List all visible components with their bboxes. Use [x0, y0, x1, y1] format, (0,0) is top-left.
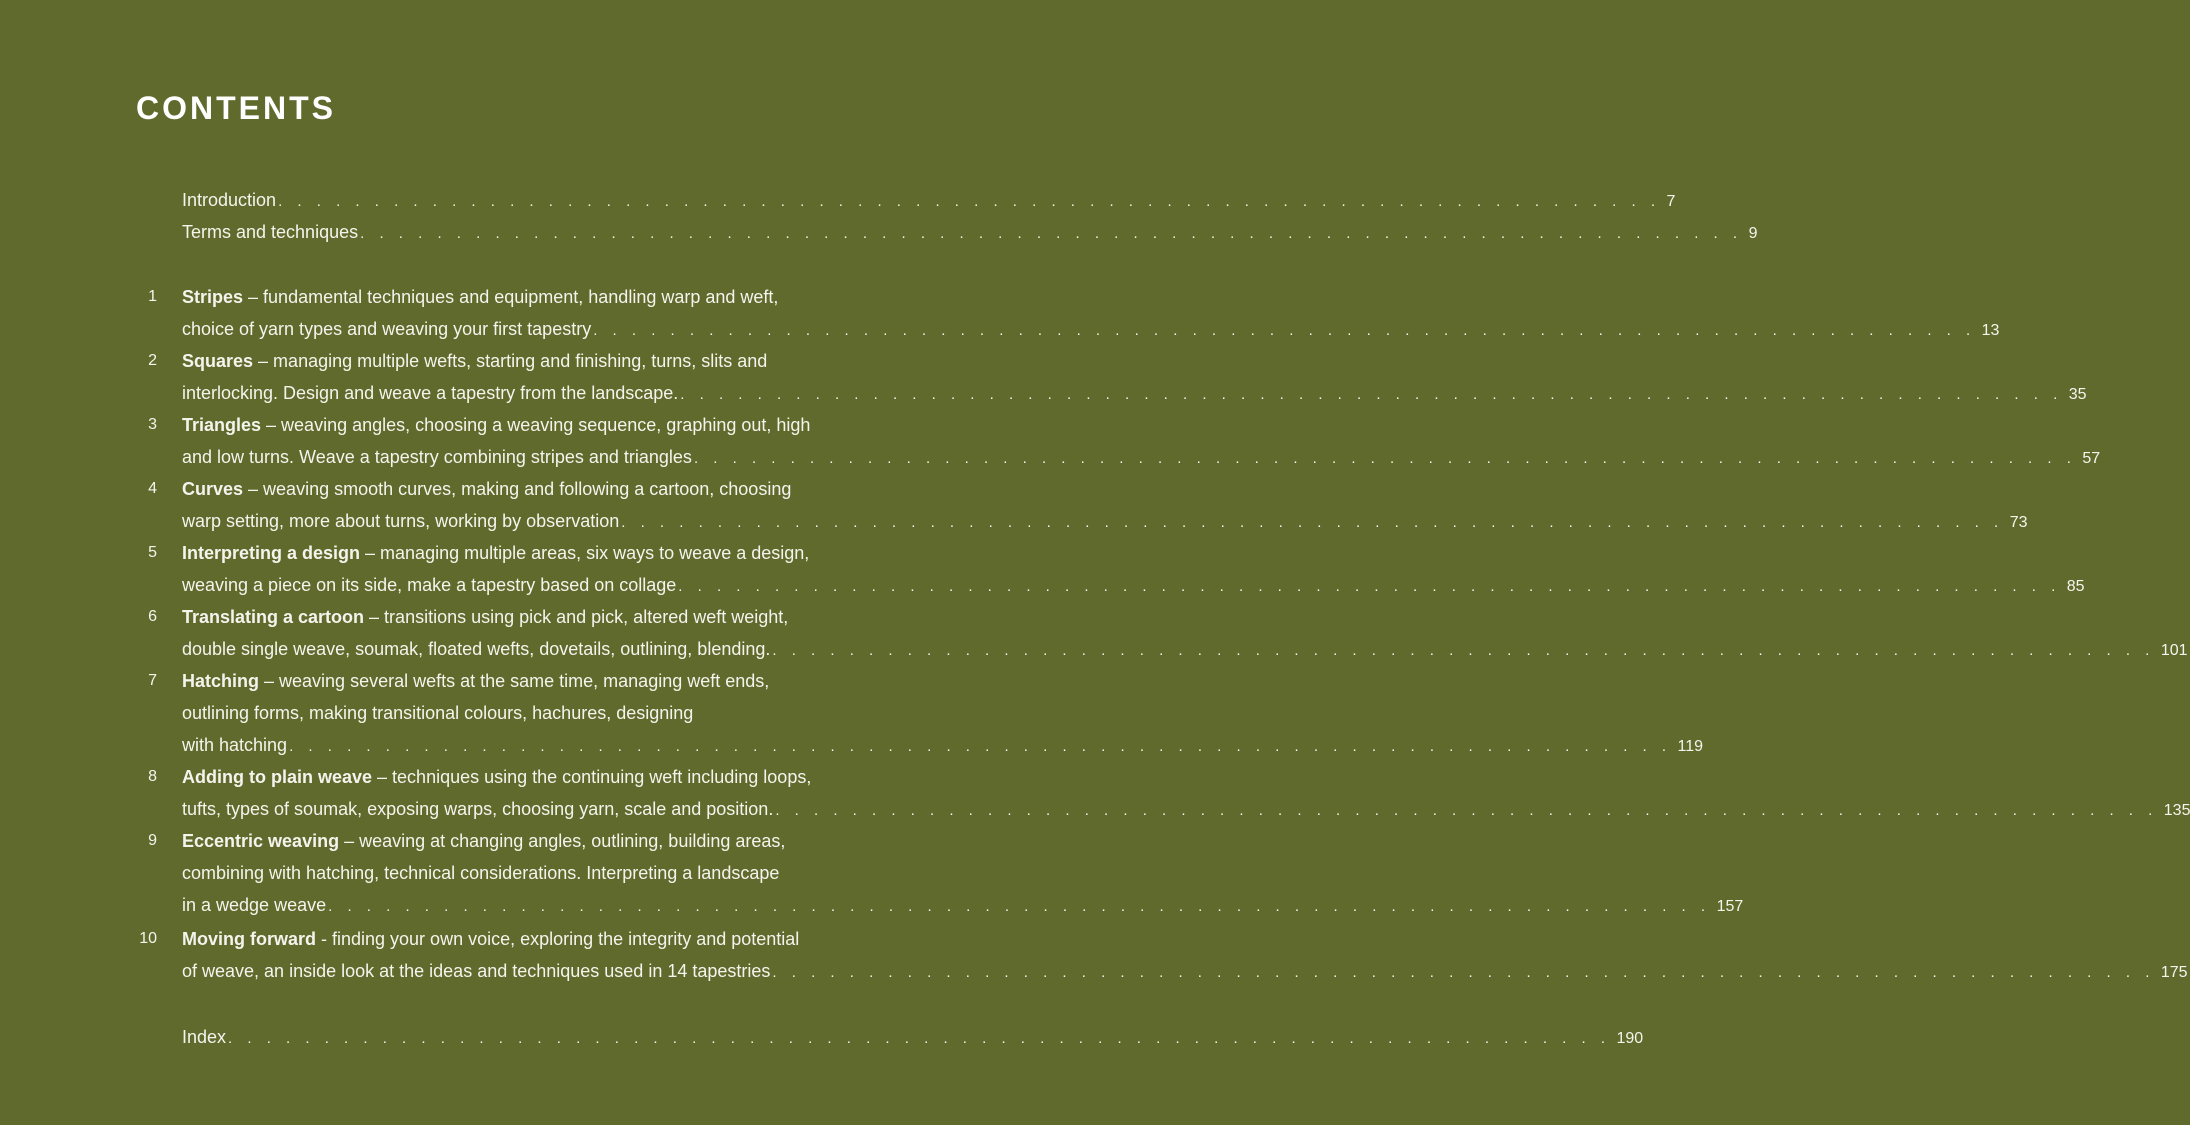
dot-leader: . . . . . . . . . . . . . . . . . . . . . . . . . . . . . . . . . . . . . . . . . . . . . . . . . . . . . . . . . . . . . . . . . . . . . . . . — [228, 1030, 1611, 1047]
chapter-number: 7 — [148, 672, 157, 689]
chapter-number: 5 — [148, 544, 157, 561]
chapter-number: 4 — [148, 480, 157, 497]
chapter-title: Translating a cartoon — [182, 607, 365, 627]
chapter-description: and low turns. Weave a tapestry combining stripes and triangles — [182, 447, 692, 467]
chapter-description: warp setting, more about turns, working by observation — [182, 511, 620, 531]
dot-leader: . . . . . . . . . . . . . . . . . . . . . . . . . . . . . . . . . . . . . . . . . . . . . . . . . . . . . . . . . . . . . . . . . . . . . . . . — [360, 225, 1743, 242]
dot-leader: . . . . . . . . . . . . . . . . . . . . . . . . . . . . . . . . . . . . . . . . . . . . . . . . . . . . . . . . . . . . . . . . . . . . . . . . — [772, 964, 2155, 981]
toc-entry-index[interactable] — [182, 1021, 1644, 1053]
toc-entry-line — [182, 569, 2085, 601]
toc-entry-line — [182, 729, 1704, 761]
page-number: 135 — [2163, 802, 2190, 819]
toc-entry-line — [182, 793, 2190, 825]
toc-entry-chapter-10[interactable] — [182, 923, 846, 955]
chapter-description: – managing multiple wefts, starting and finishing, turns, slits and — [253, 351, 768, 371]
toc-entry-chapter-7[interactable] — [182, 665, 846, 697]
toc-entry-line — [182, 697, 846, 729]
dot-leader: . . . . . . . . . . . . . . . . . . . . . . . . . . . . . . . . . . . . . . . . . . . . . . . . . . . . . . . . . . . . . . . . . . . . . . . . — [678, 578, 2061, 595]
page-number: 7 — [1666, 193, 1676, 210]
chapter-description: – techniques using the continuing weft including loops, — [372, 767, 812, 787]
chapter-description: - finding your own voice, exploring the integrity and potential — [316, 929, 800, 949]
toc-entry-chapter-3[interactable] — [182, 409, 846, 441]
toc-entry-chapter-8[interactable] — [182, 761, 846, 793]
page-number: 119 — [1677, 738, 1704, 755]
toc-entry-terms-and-techniques[interactable] — [182, 216, 1758, 248]
chapter-number: 9 — [148, 832, 157, 849]
dot-leader: . . . . . . . . . . . . . . . . . . . . . . . . . . . . . . . . . . . . . . . . . . . . . . . . . . . . . . . . . . . . . . . . . . . . . . . . — [775, 802, 2158, 819]
chapter-description: – weaving angles, choosing a weaving sequence, graphing out, high — [261, 415, 811, 435]
chapter-number: 1 — [148, 288, 157, 305]
toc-entry-chapter-5[interactable] — [182, 537, 846, 569]
chapter-title: Moving forward — [182, 929, 316, 949]
chapter-description: outlining forms, making transitional colours, hachures, designing — [182, 703, 694, 723]
chapter-description: tufts, types of soumak, exposing warps, choosing yarn, scale and position. — [182, 799, 774, 819]
toc-entry-chapter-1[interactable] — [182, 281, 846, 313]
entry-label: Introduction — [182, 190, 277, 210]
toc-entry-line — [182, 505, 2028, 537]
dot-leader: . . . . . . . . . . . . . . . . . . . . . . . . . . . . . . . . . . . . . . . . . . . . . . . . . . . . . . . . . . . . . . . . . . . . . . . . — [328, 898, 1711, 915]
page-number: 13 — [1981, 322, 2000, 339]
toc-entry-introduction[interactable] — [182, 184, 1676, 216]
page-number: 101 — [2160, 642, 2188, 659]
chapter-title: Hatching — [182, 671, 260, 691]
chapter-number: 3 — [148, 416, 157, 433]
chapter-number: 10 — [139, 930, 157, 947]
chapter-title: Triangles — [182, 415, 262, 435]
dot-leader: . . . . . . . . . . . . . . . . . . . . . . . . . . . . . . . . . . . . . . . . . . . . . . . . . . . . . . . . . . . . . . . . . . . . . . . . — [693, 450, 2077, 467]
toc-entry-line — [182, 313, 2000, 345]
dot-leader: . . . . . . . . . . . . . . . . . . . . . . . . . . . . . . . . . . . . . . . . . . . . . . . . . . . . . . . . . . . . . . . . . . . . . . . . — [772, 642, 2155, 659]
chapter-description: – weaving several wefts at the same time, managing weft ends, — [259, 671, 770, 691]
page-number: 85 — [2066, 578, 2085, 595]
chapter-description: weaving a piece on its side, make a tapestry based on collage — [182, 575, 677, 595]
chapter-title: Adding to plain weave — [182, 767, 373, 787]
toc-entry-line — [182, 889, 1744, 921]
toc-entry-chapter-2[interactable] — [182, 345, 846, 377]
toc-entry-line — [182, 857, 846, 889]
dot-leader: . . . . . . . . . . . . . . . . . . . . . . . . . . . . . . . . . . . . . . . . . . . . . . . . . . . . . . . . . . . . . . . . . . . . . . . . — [593, 322, 1976, 339]
chapter-description: – weaving at changing angles, outlining, building areas, — [339, 831, 786, 851]
chapter-title: Interpreting a design — [182, 543, 361, 563]
toc-entry-chapter-9[interactable] — [182, 825, 846, 857]
chapter-description: – managing multiple areas, six ways to weave a design, — [360, 543, 810, 563]
page-title: CONTENTS — [136, 90, 336, 126]
chapter-title: Eccentric weaving — [182, 831, 340, 851]
toc-entry-chapter-6[interactable] — [182, 601, 846, 633]
entry-label: Terms and techniques — [182, 222, 359, 242]
chapter-description: choice of yarn types and weaving your first tapestry — [182, 319, 592, 339]
chapter-description: – transitions using pick and pick, altered weft weight, — [364, 607, 789, 627]
page-number: 73 — [2009, 514, 2028, 531]
dot-leader: . . . . . . . . . . . . . . . . . . . . . . . . . . . . . . . . . . . . . . . . . . . . . . . . . . . . . . . . . . . . . . . . . . . . . . . . — [278, 193, 1661, 210]
dot-leader: . . . . . . . . . . . . . . . . . . . . . . . . . . . . . . . . . . . . . . . . . . . . . . . . . . . . . . . . . . . . . . . . . . . . . . . . — [621, 514, 2004, 531]
chapter-description: in a wedge weave — [182, 895, 327, 915]
chapter-description: combining with hatching, technical considerations. Interpreting a landscape — [182, 863, 780, 883]
chapter-description: – fundamental techniques and equipment, handling warp and weft, — [243, 287, 779, 307]
chapter-description: with hatching — [182, 735, 288, 755]
toc-entry-line — [182, 377, 2087, 409]
dot-leader: . . . . . . . . . . . . . . . . . . . . . . . . . . . . . . . . . . . . . . . . . . . . . . . . . . . . . . . . . . . . . . . . . . . . . . . . — [680, 386, 2063, 403]
chapter-title: Squares — [182, 351, 254, 371]
entry-label: Index — [182, 1027, 227, 1047]
chapter-description: of weave, an inside look at the ideas and techniques used in 14 tapestries — [182, 961, 771, 981]
page-number: 190 — [1616, 1030, 1644, 1047]
page-number: 175 — [2160, 964, 2188, 981]
dot-leader: . . . . . . . . . . . . . . . . . . . . . . . . . . . . . . . . . . . . . . . . . . . . . . . . . . . . . . . . . . . . . . . . . . . . . . . . — [289, 738, 1672, 755]
chapter-number: 8 — [148, 768, 157, 785]
toc-entry-line — [182, 955, 2188, 987]
toc-entry-chapter-4[interactable] — [182, 473, 846, 505]
chapter-title: Stripes — [182, 287, 244, 307]
toc-entry-line — [182, 441, 2101, 473]
chapter-description: double single weave, soumak, floated wefts, dovetails, outlining, blending. — [182, 639, 771, 659]
chapter-description: interlocking. Design and weave a tapestry from the landscape. — [182, 383, 679, 403]
chapter-description: – weaving smooth curves, making and following a cartoon, choosing — [243, 479, 792, 499]
page-number: 157 — [1716, 898, 1744, 915]
toc-entry-line — [182, 633, 2188, 665]
page-number: 35 — [2068, 386, 2087, 403]
page-number: 57 — [2082, 450, 2101, 467]
chapter-number: 2 — [148, 352, 157, 369]
chapter-title: Curves — [182, 479, 244, 499]
page-number: 9 — [1748, 225, 1758, 242]
chapter-number: 6 — [148, 608, 157, 625]
